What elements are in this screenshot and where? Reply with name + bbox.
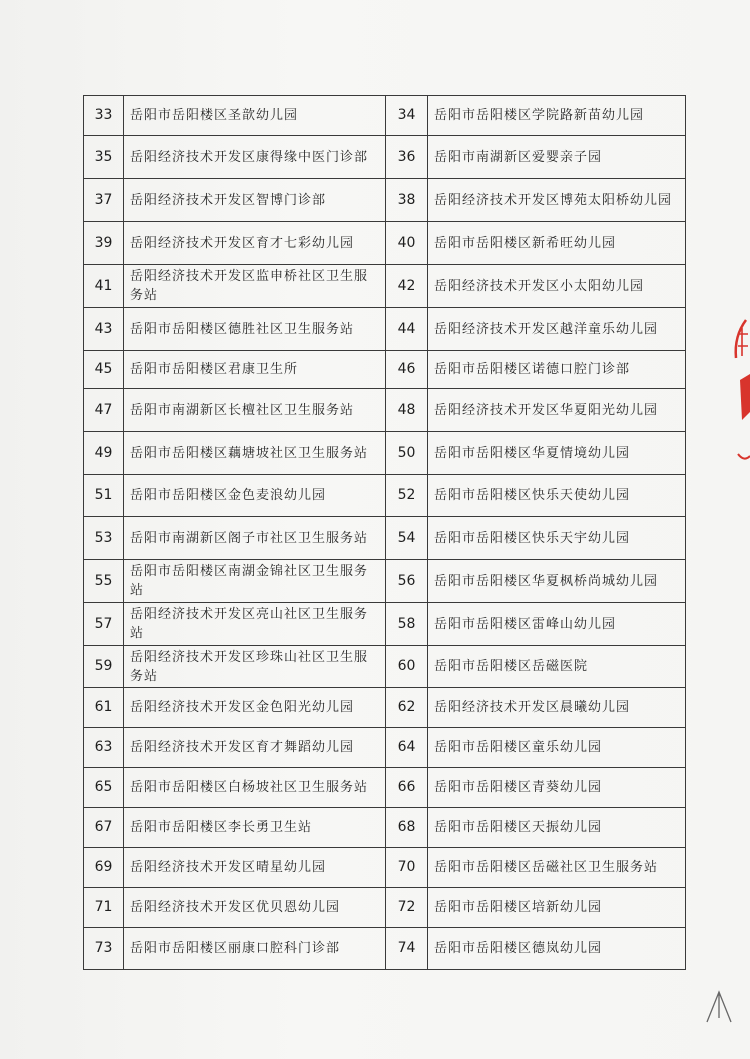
right-number-cell: 64 xyxy=(386,728,428,768)
left-name-cell: 岳阳经济技术开发区监申桥社区卫生服务站 xyxy=(124,265,386,308)
left-name-cell: 岳阳经济技术开发区金色阳光幼儿园 xyxy=(124,688,386,728)
left-number-cell: 45 xyxy=(84,351,124,389)
right-number-cell: 72 xyxy=(386,888,428,928)
right-number-cell: 54 xyxy=(386,517,428,560)
table-row xyxy=(84,848,686,888)
table-row xyxy=(84,308,686,351)
left-number-cell: 63 xyxy=(84,728,124,768)
table-row xyxy=(84,351,686,389)
right-number-cell: 48 xyxy=(386,389,428,432)
left-name-cell: 岳阳经济技术开发区亮山社区卫生服务站 xyxy=(124,603,386,646)
table-row xyxy=(84,888,686,928)
left-number-cell: 49 xyxy=(84,432,124,475)
right-name-cell: 岳阳经济技术开发区华夏阳光幼儿园 xyxy=(428,389,686,432)
right-name-cell: 岳阳市岳阳楼区德岚幼儿园 xyxy=(428,928,686,970)
table-row xyxy=(84,603,686,646)
right-name-cell: 岳阳市岳阳楼区诺德口腔门诊部 xyxy=(428,351,686,389)
right-name-cell: 岳阳市岳阳楼区天振幼儿园 xyxy=(428,808,686,848)
left-number-cell: 55 xyxy=(84,560,124,603)
right-number-cell: 40 xyxy=(386,222,428,265)
table-row xyxy=(84,136,686,179)
left-name-cell: 岳阳市岳阳楼区丽康口腔科门诊部 xyxy=(124,928,386,970)
institution-table xyxy=(83,95,686,970)
left-number-cell: 71 xyxy=(84,888,124,928)
table-row xyxy=(84,768,686,808)
table-row xyxy=(84,432,686,475)
left-number-cell: 33 xyxy=(84,96,124,136)
table-row xyxy=(84,222,686,265)
left-number-cell: 51 xyxy=(84,475,124,517)
left-number-cell: 69 xyxy=(84,848,124,888)
left-name-cell: 岳阳市岳阳楼区南湖金锦社区卫生服务站 xyxy=(124,560,386,603)
right-name-cell: 岳阳市岳阳楼区华夏枫桥尚城幼儿园 xyxy=(428,560,686,603)
left-name-cell: 岳阳市南湖新区长檀社区卫生服务站 xyxy=(124,389,386,432)
left-number-cell: 43 xyxy=(84,308,124,351)
table-row xyxy=(84,728,686,768)
institution-table-body xyxy=(84,96,686,970)
left-name-cell: 岳阳市岳阳楼区李长勇卫生站 xyxy=(124,808,386,848)
right-name-cell: 岳阳经济技术开发区博苑太阳桥幼儿园 xyxy=(428,179,686,222)
right-name-cell: 岳阳市岳阳楼区岳磁社区卫生服务站 xyxy=(428,848,686,888)
left-name-cell: 岳阳经济技术开发区晴星幼儿园 xyxy=(124,848,386,888)
left-number-cell: 57 xyxy=(84,603,124,646)
right-number-cell: 60 xyxy=(386,646,428,688)
left-name-cell: 岳阳市岳阳楼区藕塘坡社区卫生服务站 xyxy=(124,432,386,475)
right-name-cell: 岳阳市岳阳楼区新希旺幼儿园 xyxy=(428,222,686,265)
left-number-cell: 47 xyxy=(84,389,124,432)
right-name-cell: 岳阳经济技术开发区小太阳幼儿园 xyxy=(428,265,686,308)
right-number-cell: 56 xyxy=(386,560,428,603)
left-number-cell: 53 xyxy=(84,517,124,560)
right-name-cell: 岳阳市岳阳楼区岳磁医院 xyxy=(428,646,686,688)
left-name-cell: 岳阳市岳阳楼区金色麦浪幼儿园 xyxy=(124,475,386,517)
right-number-cell: 74 xyxy=(386,928,428,970)
left-number-cell: 67 xyxy=(84,808,124,848)
right-name-cell: 岳阳市岳阳楼区青葵幼儿园 xyxy=(428,768,686,808)
right-number-cell: 70 xyxy=(386,848,428,888)
right-number-cell: 38 xyxy=(386,179,428,222)
left-number-cell: 65 xyxy=(84,768,124,808)
table-row xyxy=(84,517,686,560)
left-name-cell: 岳阳经济技术开发区康得缘中医门诊部 xyxy=(124,136,386,179)
table-row xyxy=(84,265,686,308)
arrow-up-icon xyxy=(703,988,735,1024)
left-name-cell: 岳阳市南湖新区阁子市社区卫生服务站 xyxy=(124,517,386,560)
left-number-cell: 61 xyxy=(84,688,124,728)
seal-edge-mark xyxy=(738,454,750,459)
table-row xyxy=(84,646,686,688)
right-name-cell: 岳阳市岳阳楼区华夏情境幼儿园 xyxy=(428,432,686,475)
right-number-cell: 46 xyxy=(386,351,428,389)
right-number-cell: 34 xyxy=(386,96,428,136)
right-name-cell: 岳阳市岳阳楼区快乐天使幼儿园 xyxy=(428,475,686,517)
right-number-cell: 68 xyxy=(386,808,428,848)
left-name-cell: 岳阳市岳阳楼区白杨坡社区卫生服务站 xyxy=(124,768,386,808)
table-row xyxy=(84,96,686,136)
right-number-cell: 66 xyxy=(386,768,428,808)
left-number-cell: 73 xyxy=(84,928,124,970)
table-row xyxy=(84,928,686,970)
right-number-cell: 36 xyxy=(386,136,428,179)
table-row xyxy=(84,560,686,603)
left-number-cell: 37 xyxy=(84,179,124,222)
right-name-cell: 岳阳经济技术开发区越洋童乐幼儿园 xyxy=(428,308,686,351)
table-row xyxy=(84,179,686,222)
right-number-cell: 62 xyxy=(386,688,428,728)
right-name-cell: 岳阳市岳阳楼区雷峰山幼儿园 xyxy=(428,603,686,646)
left-name-cell: 岳阳经济技术开发区育才舞蹈幼儿园 xyxy=(124,728,386,768)
left-name-cell: 岳阳经济技术开发区育才七彩幼儿园 xyxy=(124,222,386,265)
right-name-cell: 岳阳市岳阳楼区学院路新苗幼儿园 xyxy=(428,96,686,136)
table-row xyxy=(84,808,686,848)
right-name-cell: 岳阳市岳阳楼区培新幼儿园 xyxy=(428,888,686,928)
left-number-cell: 41 xyxy=(84,265,124,308)
table-row xyxy=(84,475,686,517)
right-name-cell: 岳阳市南湖新区爱婴亲子园 xyxy=(428,136,686,179)
right-number-cell: 42 xyxy=(386,265,428,308)
right-number-cell: 50 xyxy=(386,432,428,475)
left-name-cell: 岳阳市岳阳楼区圣歆幼儿园 xyxy=(124,96,386,136)
left-number-cell: 35 xyxy=(84,136,124,179)
left-name-cell: 岳阳经济技术开发区珍珠山社区卫生服务站 xyxy=(124,646,386,688)
left-name-cell: 岳阳经济技术开发区优贝恩幼儿园 xyxy=(124,888,386,928)
right-name-cell: 岳阳经济技术开发区晨曦幼儿园 xyxy=(428,688,686,728)
right-number-cell: 58 xyxy=(386,603,428,646)
right-number-cell: 44 xyxy=(386,308,428,351)
left-name-cell: 岳阳市岳阳楼区君康卫生所 xyxy=(124,351,386,389)
left-name-cell: 岳阳市岳阳楼区德胜社区卫生服务站 xyxy=(124,308,386,351)
seal-blot xyxy=(740,374,750,420)
right-name-cell: 岳阳市岳阳楼区快乐天宇幼儿园 xyxy=(428,517,686,560)
right-number-cell: 52 xyxy=(386,475,428,517)
left-number-cell: 59 xyxy=(84,646,124,688)
seal-arc-mark xyxy=(736,320,746,358)
red-seal-stamp xyxy=(728,316,750,476)
table-row xyxy=(84,688,686,728)
table-row xyxy=(84,389,686,432)
left-name-cell: 岳阳经济技术开发区智博门诊部 xyxy=(124,179,386,222)
right-name-cell: 岳阳市岳阳楼区童乐幼儿园 xyxy=(428,728,686,768)
left-number-cell: 39 xyxy=(84,222,124,265)
